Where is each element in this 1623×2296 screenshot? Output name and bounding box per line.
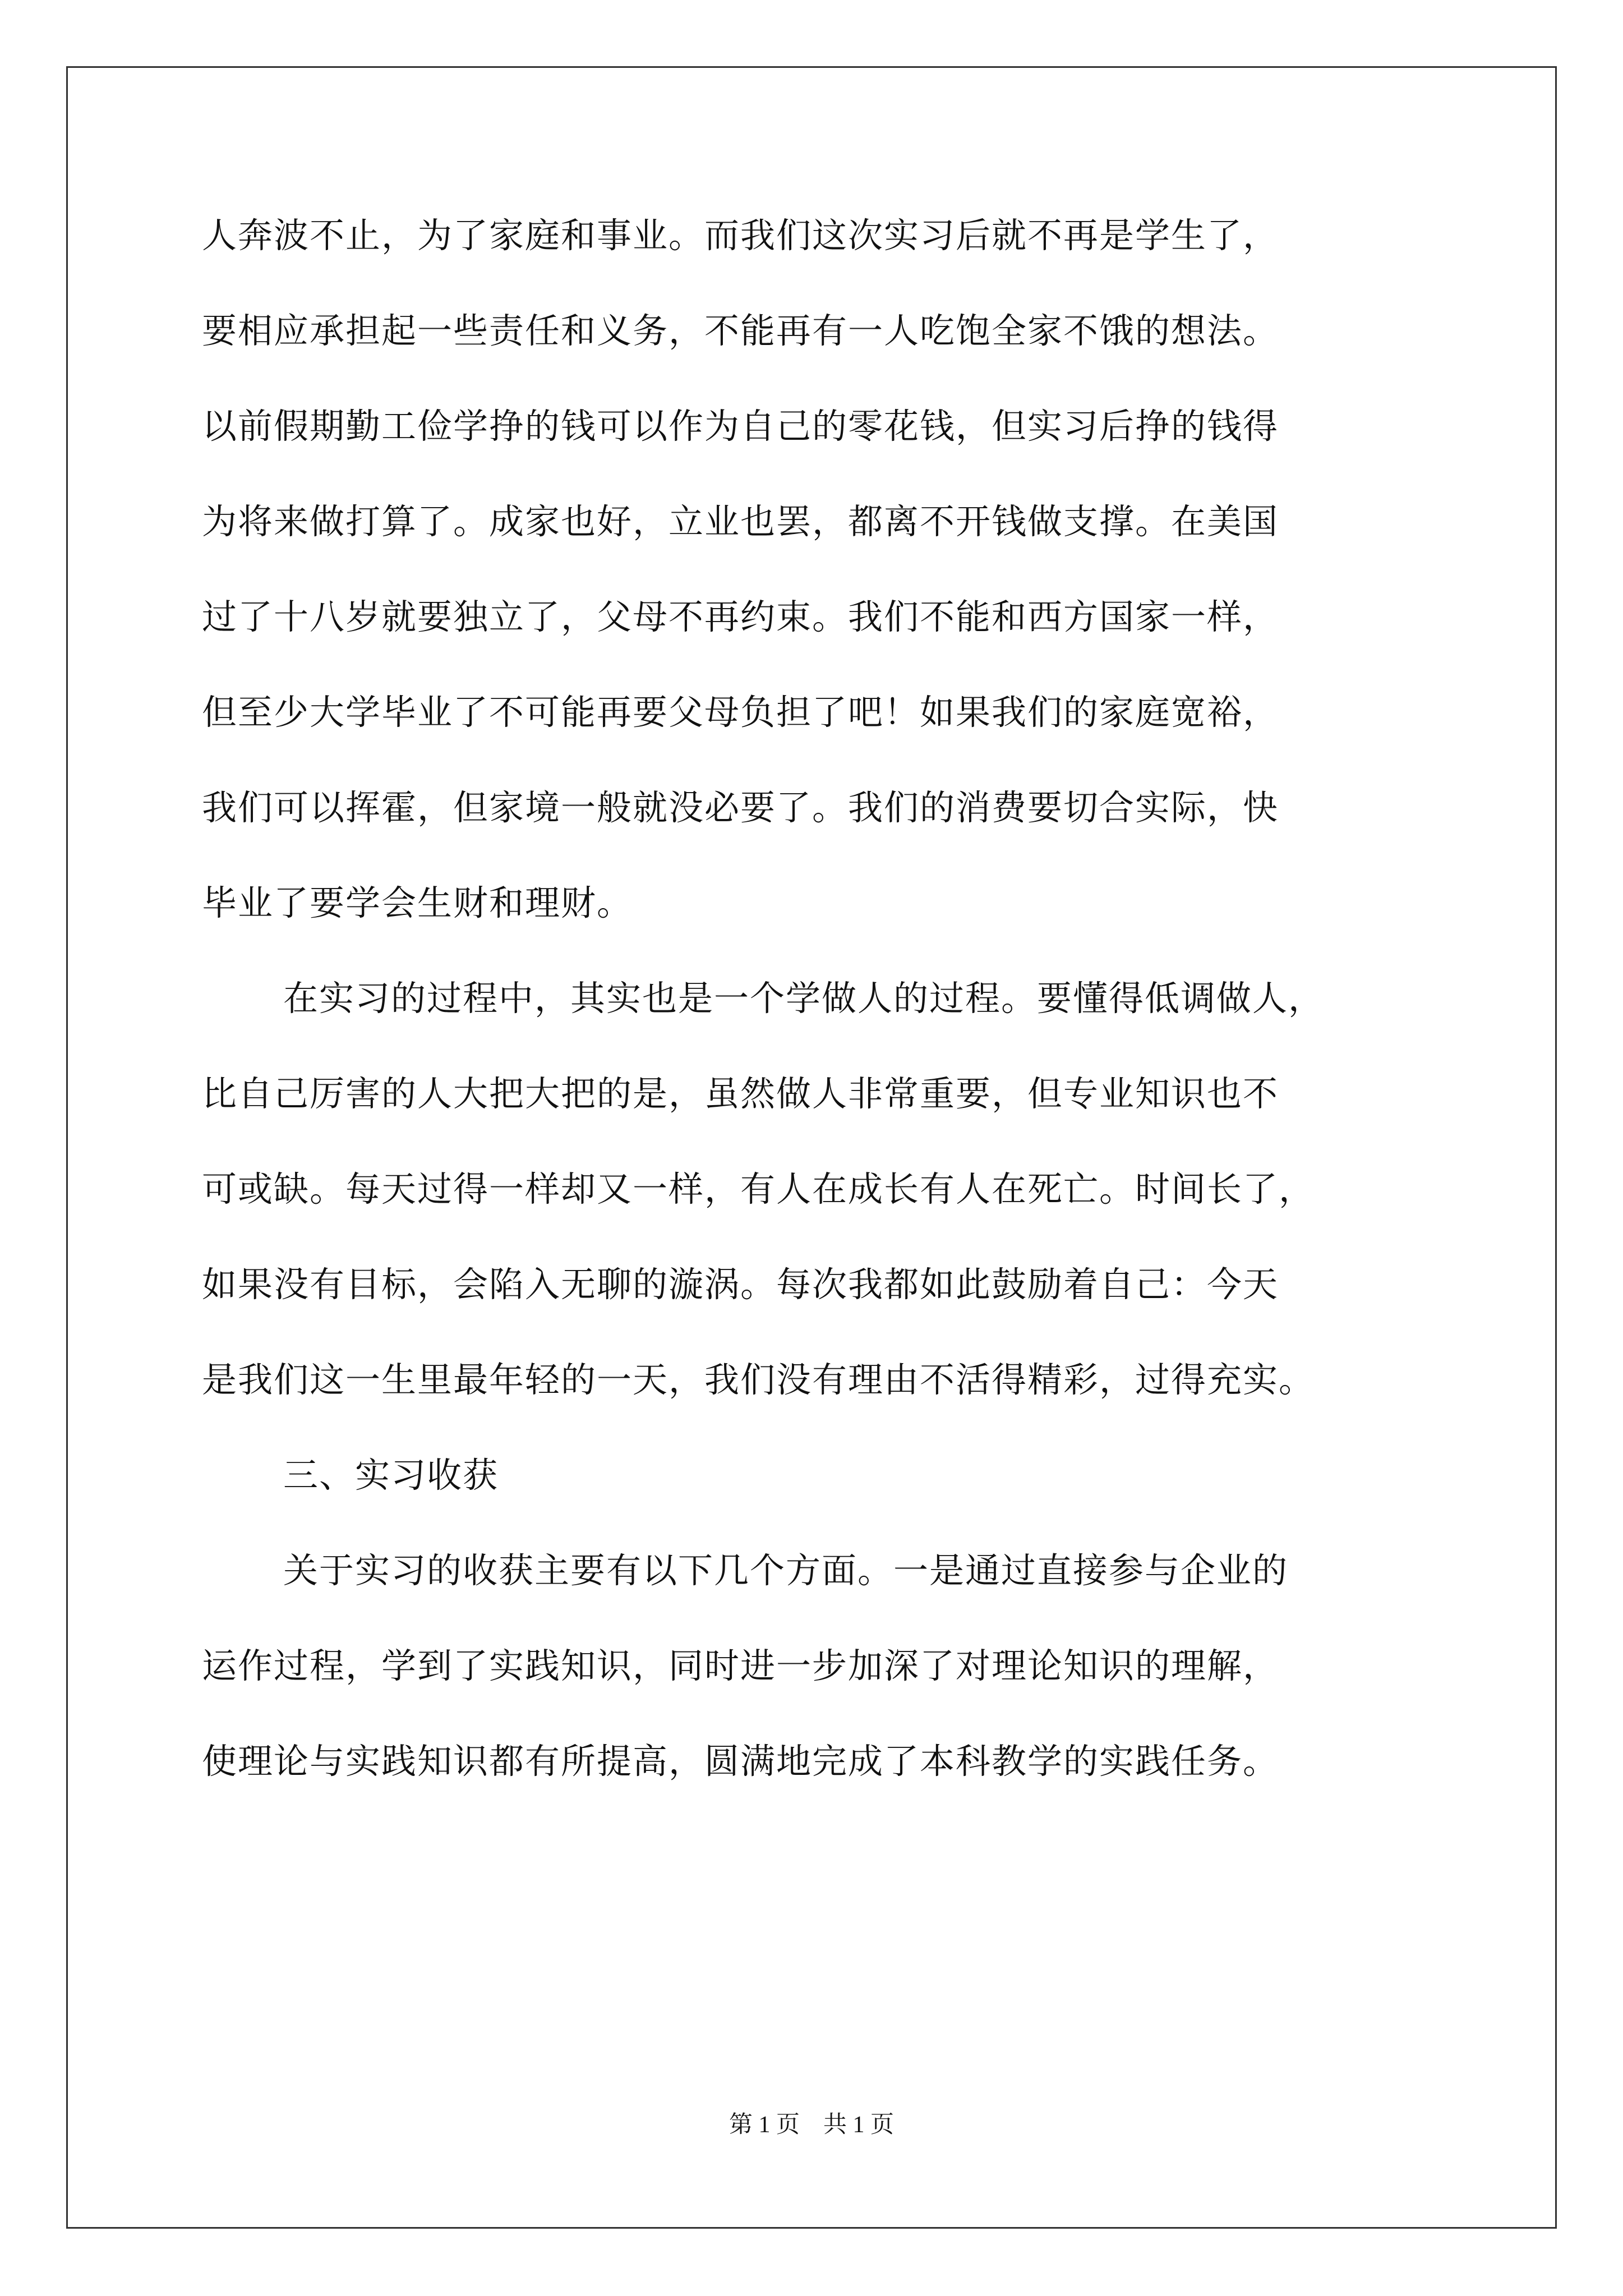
paragraph-line: 在实习的过程中，其实也是一个学做人的过程。要懂得低调做人， [283,978,1325,1019]
paragraph-line: 关于实习的收获主要有以下几个方面。一是通过直接参与企业的 [283,1550,1289,1591]
paragraph-line: 比自己厉害的人大把大把的是，虽然做人非常重要，但专业知识也不 [202,1073,1279,1114]
paragraph-line: 可或缺。每天过得一样却又一样，有人在成长有人在死亡。时间长了， [202,1168,1315,1209]
page-border [66,66,1557,2229]
paragraph-line: 如果没有目标，会陷入无聊的漩涡。每次我都如此鼓励着自己：今天 [202,1264,1279,1305]
paragraph-line: 过了十八岁就要独立了，父母不再约束。我们不能和西方国家一样， [202,596,1279,637]
section-heading: 三、实习收获 [283,1455,499,1496]
paragraph-line: 要相应承担起一些责任和义务，不能再有一人吃饱全家不饿的想法。 [202,310,1279,351]
paragraph-line: 使理论与实践知识都有所提高，圆满地完成了本科教学的实践任务。 [202,1741,1279,1782]
paragraph-line: 人奔波不止，为了家庭和事业。而我们这次实习后就不再是学生了， [202,215,1279,256]
paragraph-line: 为将来做打算了。成家也好，立业也罢，都离不开钱做支撑。在美国 [202,501,1279,542]
paragraph-line: 是我们这一生里最年轻的一天，我们没有理由不活得精彩，过得充实。 [202,1359,1315,1400]
paragraph-line: 以前假期勤工俭学挣的钱可以作为自己的零花钱，但实习后挣的钱得 [202,406,1279,447]
paragraph-line: 但至少大学毕业了不可能再要父母负担了吧！如果我们的家庭宽裕， [202,692,1279,733]
paragraph-line: 我们可以挥霍，但家境一般就没必要了。我们的消费要切合实际，快 [202,787,1279,828]
paragraph-line: 毕业了要学会生财和理财。 [202,882,633,923]
paragraph-line: 运作过程，学到了实践知识，同时进一步加深了对理论知识的理解， [202,1645,1279,1686]
page-number: 第 1 页 共 1 页 [728,2112,894,2138]
